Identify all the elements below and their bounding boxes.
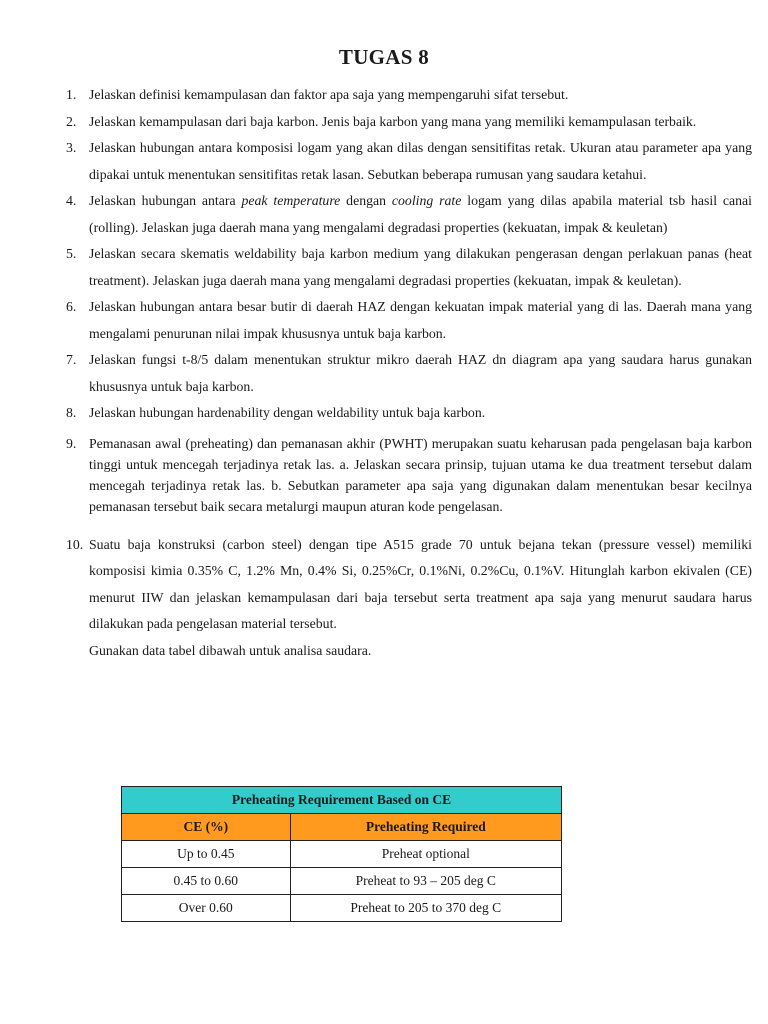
item-number: 10. [66,536,84,552]
table-instruction: Gunakan data tabel dibawah untuk analisa saudara. [89,642,372,658]
column-header-ce: CE (%) [122,814,291,841]
item-text: Jelaskan hubungan antara besar butir di daerah HAZ dengan kekuatan impak material yang di las. Daerah mana yang mengalami penurunan nilai impak khususnya untuk baja karbon. [89,299,752,341]
page-title: TUGAS 8 [338,45,430,69]
item-number: 7. [66,352,77,367]
item-text: Jelaskan hubungan hardenability dengan weldability untuk baja karbon. [89,405,486,420]
item-text: Jelaskan fungsi t-8/5 dalam menentukan struktur mikro daerah HAZ dn diagram apa yang saudara harus gunakan khususnya untuk baja karbon. [89,352,752,394]
item-number: 9. [66,435,77,451]
item-text: Jelaskan hubungan antara komposisi logam yang akan dilas dengan sensitifitas retak. Ukuran atau parameter apa yang dipakai untuk menentukan sensitifitas retak lasan. Sebutkan beberapa rumusan yang saudara ketahui. [89,140,752,182]
item-text: Suatu baja konstruksi (carbon steel) dengan tipe A515 grade 70 untuk bejana tekan (pressure vessel) memiliki komposisi kimia 0.35% C, 1.2% Mn, 0.4% Si, 0.25%Cr, 0.1%Ni, 0.2%Cu, 0.1%V. Hitunglah karbon ekivalen (CE) menurut IIW dan jelaskan kemampulasan dari baja tersebut serta treatment apa saja yang menurut saudara harus dilakukan pada pengelasan material tersebut. [89,536,752,631]
item-number: 1. [66,87,77,102]
table-caption-row [122,787,562,814]
item-text: Jelaskan secara skematis weldability baja karbon medium yang dilakukan pengerasan dengan perlakuan panas (heat treatment). Jelaskan juga daerah mana yang mengalami degradasi properties (kekuatan, impak & keuletan). [89,246,752,288]
table-row [122,868,562,895]
item-number: 4. [66,193,77,208]
list-item [66,135,752,188]
item-text-part: dengan [340,193,392,208]
item-text: Pemanasan awal (preheating) dan pemanasan akhir (PWHT) merupakan suatu keharusan pada pengelasan baja karbon tinggi untuk mencegah terjadinya retak las. a. Jelaskan secara prinsip, tujuan utama ke dua treatment tersebut dalam mencegah terjadinya retak las. b. Sebutkan parameter apa saja yang digunakan dalam menentukan besar kecilnya pemanasan tersebut baik secara metalurgi maupun aturan kode pengelasan. [89,435,752,514]
item-number: 2. [66,113,77,129]
item-text-part: Jelaskan hubungan antara [89,193,242,208]
table-cell: Up to 0.45 [122,841,291,868]
table-cell: Preheat to 205 to 370 deg C [290,895,561,922]
table-cell: Preheat optional [290,841,561,868]
list-item [66,188,752,241]
list-item [66,82,752,109]
term-peak-temperature: peak temperature [241,193,341,208]
table-cell: Preheat to 93 – 205 deg C [290,868,561,895]
table-row [122,841,562,868]
item-number: 5. [66,246,77,261]
term-cooling-rate: cooling rate [391,193,462,208]
item-text: Jelaskan kemampulasan dari baja karbon. Jenis baja karbon yang mana yang memiliki kemampulasan terbaik. [89,113,697,129]
list-item [66,241,752,294]
list-item [66,109,752,136]
item-text: Jelaskan definisi kemampulasan dan faktor apa saja yang mempengaruhi sifat tersebut. [89,87,569,102]
list-item [66,294,752,347]
list-item [66,347,752,400]
item-text-part: logam yang dilas apabila material tsb hasil canai (rolling). Jelaskan juga daerah mana yang mengalami degradasi properties (kekuatan, impak & keuletan) [89,193,753,235]
list-item [66,433,752,517]
preheat-table [121,786,562,922]
table-caption: Preheating Requirement Based on CE [122,787,562,814]
question-list [66,82,752,664]
table-cell: 0.45 to 0.60 [122,868,291,895]
item-number: 8. [66,405,77,420]
table-header-row [122,814,562,841]
table-cell: Over 0.60 [122,895,291,922]
list-item [66,400,752,427]
list-item [66,532,752,638]
item-number: 3. [66,140,77,155]
table-row [122,895,562,922]
item-text [89,188,752,241]
item-number: 6. [66,299,77,314]
column-header-preheating: Preheating Required [290,814,561,841]
